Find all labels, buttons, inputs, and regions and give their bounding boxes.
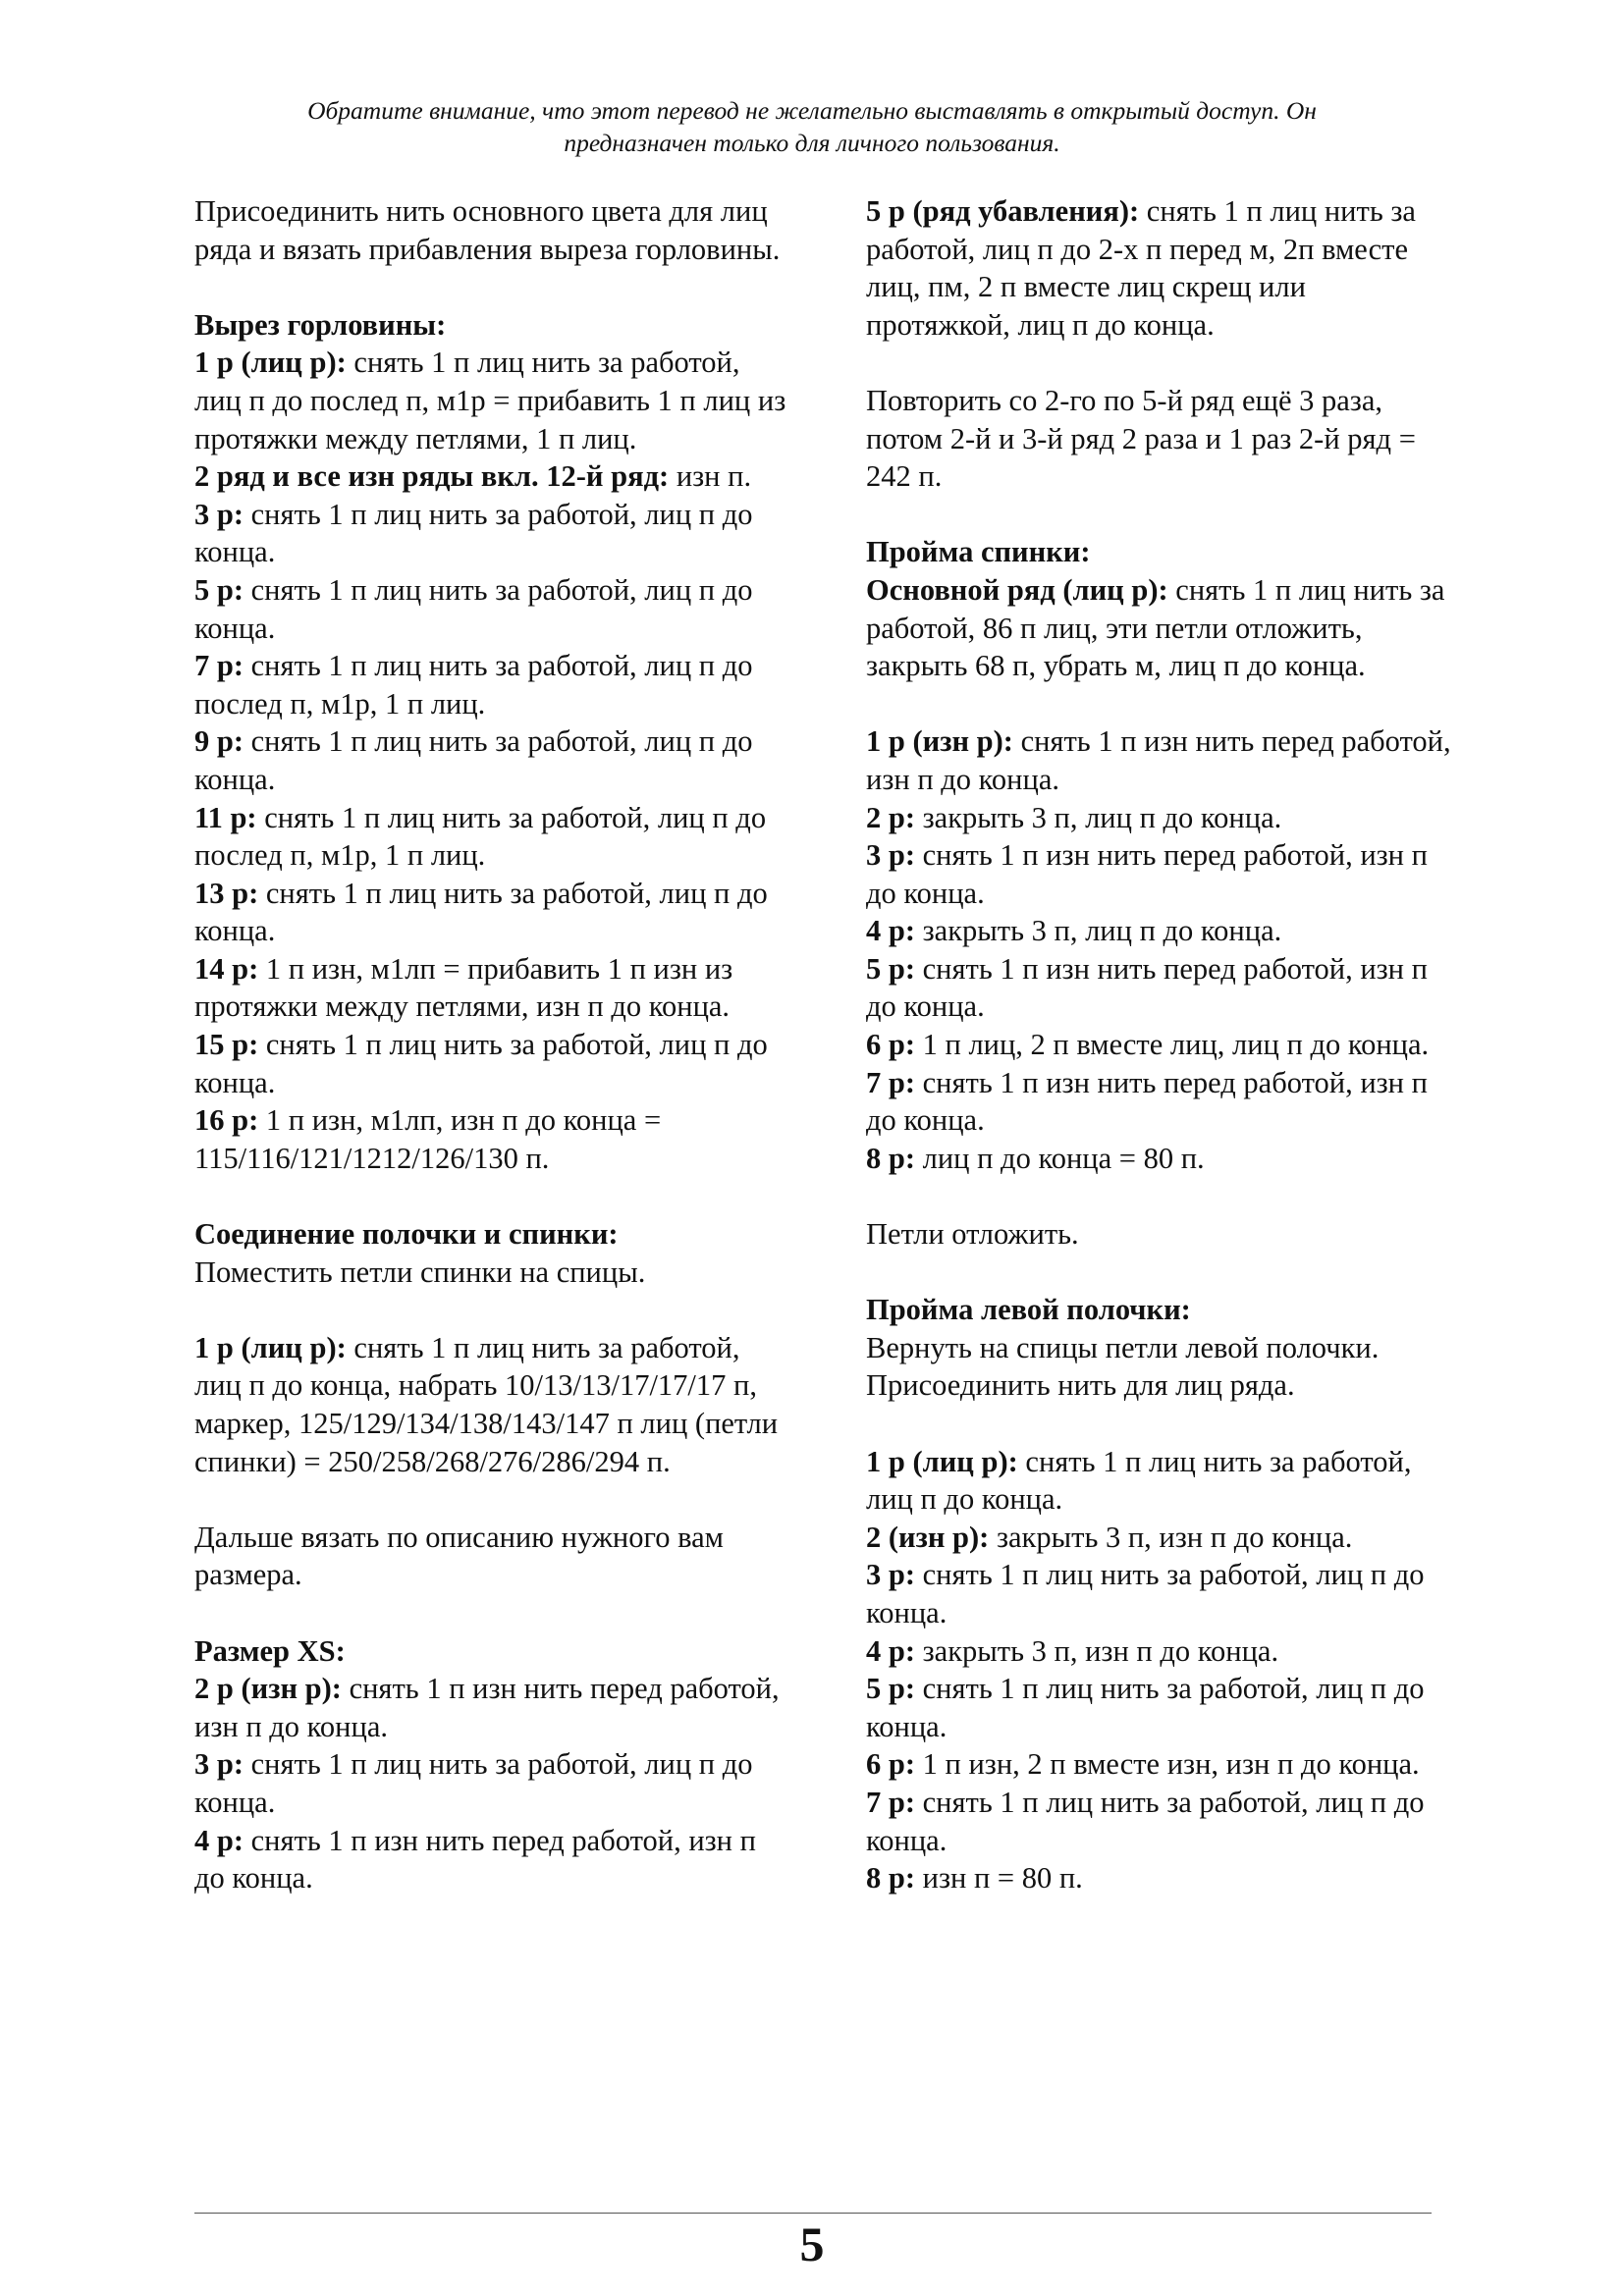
row-instruction xyxy=(194,1329,793,1480)
instruction-text: снять 1 п лиц нить за работой, лиц п до послед п, м1р, 1 п лиц. xyxy=(194,800,767,873)
row-instruction xyxy=(866,1859,1455,1897)
instruction-text: снять 1 п лиц нить за работой, лиц п до конца. xyxy=(866,1785,1425,1857)
notice-line-2: предназначен только для личного пользования. xyxy=(564,129,1060,157)
instruction-text: снять 1 п изн нить перед работой, изн п до конца. xyxy=(866,951,1428,1024)
instruction-text: снять 1 п лиц нить за работой, лиц п до конца. xyxy=(866,1444,1412,1517)
instruction-text: 1 п лиц, 2 п вместе лиц, лиц п до конца. xyxy=(915,1028,1430,1062)
instruction-text: снять 1 п лиц нить за работой, лиц п до послед п, м1р = прибавить 1 п лиц из протяжки между петлями, 1 п лиц. xyxy=(194,346,786,455)
row-instruction xyxy=(866,836,1455,912)
paragraph-spacer xyxy=(194,1291,793,1329)
row-instruction xyxy=(866,722,1455,798)
instruction-text: 1 п изн, м1лп = прибавить 1 п изн из протяжки между петлями, изн п до конца. xyxy=(194,951,733,1024)
heading-text: Размер XS: xyxy=(194,1633,346,1668)
instruction-text: снять 1 п лиц нить за работой, лиц п до конца, набрать 10/13/13/17/17/17 п, маркер, 125/129/134/138/143/147 п лиц (петли спинки) = 250/258/268/276/286/294 п. xyxy=(194,1330,779,1478)
heading-text: Пройма спинки: xyxy=(866,535,1091,569)
notice-line-1: Обратите внимание, что этот перевод не желательно выставлять в открытый доступ. Он xyxy=(307,96,1317,125)
row-instruction xyxy=(866,950,1455,1026)
row-label: 13 р: xyxy=(194,876,259,910)
row-instruction xyxy=(866,799,1455,837)
row-instruction xyxy=(866,1064,1455,1140)
instruction-text: снять 1 п лиц нить за работой, лиц п до конца. xyxy=(194,876,768,948)
instruction-text: Дальше вязать по описанию нужного вам размера. xyxy=(194,1520,724,1592)
heading-text: Вырез горловины: xyxy=(194,307,447,342)
row-instruction xyxy=(194,1026,793,1101)
instruction-text: снять 1 п изн нить перед работой, изн п до конца. xyxy=(194,1823,756,1896)
row-instruction xyxy=(194,344,793,457)
paragraph-spacer xyxy=(194,268,793,306)
row-label: 8 р: xyxy=(866,1141,915,1175)
row-label: 6 р: xyxy=(866,1747,915,1782)
row-label: 5 р: xyxy=(194,572,244,607)
row-label: 14 р: xyxy=(194,951,259,986)
instruction-text: снять 1 п лиц нить за работой, лиц п до конца. xyxy=(866,1558,1425,1629)
row-label: 8 р: xyxy=(866,1861,915,1896)
row-instruction xyxy=(866,1443,1455,1519)
row-instruction xyxy=(866,1632,1455,1671)
row-label: 7 р: xyxy=(194,649,244,683)
instruction-text: снять 1 п изн нить перед работой, изн п до конца. xyxy=(866,724,1451,796)
paragraph xyxy=(194,1519,793,1594)
instruction-text: Присоединить нить основного цвета для лиц ряда и вязать прибавления выреза горловины. xyxy=(194,194,781,266)
row-label: 3 р: xyxy=(194,1747,244,1782)
row-label: 5 р: xyxy=(866,951,915,986)
row-instruction xyxy=(866,1670,1455,1745)
row-label: 1 р (лиц р): xyxy=(194,346,347,380)
instruction-text: изн п. xyxy=(669,459,752,494)
paragraph-spacer xyxy=(194,1177,793,1215)
row-instruction xyxy=(194,647,793,722)
row-label: 11 р: xyxy=(194,800,257,834)
row-label: 2 ряд и все изн ряды вкл. 12-й ряд: xyxy=(194,459,670,494)
row-label: 1 р (лиц р): xyxy=(866,1444,1018,1478)
instruction-text: снять 1 п лиц нить за работой, лиц п до 2-х п перед м, 2п вместе лиц, пм, 2 п вместе лиц скрещ или протяжкой, лиц п до конца. xyxy=(866,194,1416,342)
paragraph-spacer xyxy=(866,344,1455,382)
instruction-text: изн п = 80 п. xyxy=(915,1861,1083,1896)
page-number: 5 xyxy=(799,2216,825,2271)
section-heading xyxy=(194,1632,793,1671)
row-label: 2 (изн р): xyxy=(866,1520,990,1554)
row-instruction xyxy=(194,1670,793,1745)
row-instruction xyxy=(866,1026,1455,1064)
row-label: 3 р: xyxy=(194,497,244,531)
header-notice xyxy=(157,94,1467,159)
instruction-text: снять 1 п лиц нить за работой, лиц п до конца. xyxy=(194,497,753,569)
instruction-text: закрыть 3 п, лиц п до конца. xyxy=(915,800,1282,834)
paragraph-spacer xyxy=(194,1480,793,1519)
heading-text: Пройма левой полочки: xyxy=(866,1293,1191,1327)
row-label: 5 р: xyxy=(866,1672,915,1706)
instruction-text: Вернуть на спицы петли левой полочки. Присоединить нить для лиц ряда. xyxy=(866,1330,1380,1403)
row-label: 2 р (изн р): xyxy=(194,1672,342,1706)
instruction-text: снять 1 п лиц нить за работой, лиц п до конца. xyxy=(194,1747,753,1819)
paragraph-spacer xyxy=(866,685,1455,723)
row-instruction xyxy=(866,912,1455,950)
instruction-text: снять 1 п лиц нить за работой, 86 п лиц, эти петли отложить, закрыть 68 п, убрать м, лиц п до конца. xyxy=(866,572,1445,683)
row-instruction xyxy=(194,1101,793,1177)
paragraph-spacer xyxy=(866,1405,1455,1443)
instruction-text: снять 1 п лиц нить за работой, лиц п до конца. xyxy=(866,1672,1425,1743)
row-label: 1 р (изн р): xyxy=(866,724,1013,759)
paragraph xyxy=(866,1215,1455,1254)
instruction-text: снять 1 п лиц нить за работой, лиц п до конца. xyxy=(194,724,753,796)
instruction-text: снять 1 п изн нить перед работой, изн п до конца. xyxy=(194,1672,780,1743)
instruction-text: Поместить петли спинки на спицы. xyxy=(194,1255,646,1289)
row-label: 7 р: xyxy=(866,1785,915,1819)
instruction-text: снять 1 п лиц нить за работой, лиц п до конца. xyxy=(194,572,753,645)
paragraph xyxy=(194,192,793,268)
instruction-text: 1 п изн, м1лп, изн п до конца = 115/116/121/1212/126/130 п. xyxy=(194,1103,662,1175)
paragraph-spacer xyxy=(866,1254,1455,1292)
section-heading xyxy=(194,1215,793,1254)
row-label: Основной ряд (лиц р): xyxy=(866,572,1168,607)
left-column xyxy=(194,192,793,1897)
row-instruction xyxy=(194,722,793,798)
row-label: 3 р: xyxy=(866,838,915,873)
instruction-text: Повторить со 2-го по 5-й ряд ещё 3 раза, потом 2-й и 3-й ряд 2 раза и 1 раз 2-й ряд = 242 п. xyxy=(866,383,1416,494)
row-instruction xyxy=(194,571,793,647)
row-label: 6 р: xyxy=(866,1028,915,1062)
paragraph xyxy=(194,1254,793,1292)
row-instruction xyxy=(866,571,1455,685)
row-label: 3 р: xyxy=(866,1558,915,1592)
section-heading xyxy=(866,533,1455,571)
paragraph-spacer xyxy=(866,1177,1455,1215)
row-instruction xyxy=(194,496,793,571)
row-instruction xyxy=(866,192,1455,344)
row-label: 4 р: xyxy=(194,1823,244,1857)
row-instruction xyxy=(866,1556,1455,1631)
instruction-text: 1 п изн, 2 п вместе изн, изн п до конца. xyxy=(915,1747,1420,1782)
row-label: 1 р (лиц р): xyxy=(194,1330,347,1364)
heading-text: Соединение полочки и спинки: xyxy=(194,1217,619,1252)
right-column xyxy=(866,192,1455,1897)
row-label: 4 р: xyxy=(866,1633,915,1668)
row-instruction xyxy=(194,950,793,1026)
row-instruction xyxy=(194,1822,793,1897)
instruction-text: снять 1 п изн нить перед работой, изн п до конца. xyxy=(866,1065,1428,1138)
instruction-text: закрыть 3 п, лиц п до конца. xyxy=(915,914,1282,948)
row-instruction xyxy=(866,1519,1455,1557)
instruction-text: снять 1 п изн нить перед работой, изн п до конца. xyxy=(866,838,1428,910)
paragraph-spacer xyxy=(194,1594,793,1632)
instruction-text: снять 1 п лиц нить за работой, лиц п до конца. xyxy=(194,1028,768,1099)
instruction-text: Петли отложить. xyxy=(866,1217,1079,1252)
instruction-text: закрыть 3 п, изн п до конца. xyxy=(989,1520,1353,1554)
paragraph xyxy=(866,382,1455,496)
row-instruction xyxy=(194,875,793,950)
footer-divider xyxy=(194,2213,1432,2214)
paragraph-spacer xyxy=(866,496,1455,534)
row-label: 16 р: xyxy=(194,1103,259,1138)
row-instruction xyxy=(194,457,793,496)
instruction-text: лиц п до конца = 80 п. xyxy=(915,1141,1205,1175)
row-instruction xyxy=(194,1745,793,1821)
section-heading xyxy=(866,1291,1455,1329)
row-instruction xyxy=(866,1784,1455,1859)
row-instruction xyxy=(866,1140,1455,1178)
row-instruction xyxy=(194,799,793,875)
row-label: 7 р: xyxy=(866,1065,915,1099)
row-instruction xyxy=(866,1745,1455,1784)
row-label: 4 р: xyxy=(866,914,915,948)
section-heading xyxy=(194,306,793,345)
row-label: 5 р (ряд убавления): xyxy=(866,194,1140,228)
instruction-text: закрыть 3 п, изн п до конца. xyxy=(915,1633,1279,1668)
row-label: 2 р: xyxy=(866,800,915,834)
instruction-text: снять 1 п лиц нить за работой, лиц п до послед п, м1р, 1 п лиц. xyxy=(194,649,753,721)
paragraph xyxy=(866,1329,1455,1405)
row-label: 15 р: xyxy=(194,1028,259,1062)
row-label: 9 р: xyxy=(194,724,244,759)
